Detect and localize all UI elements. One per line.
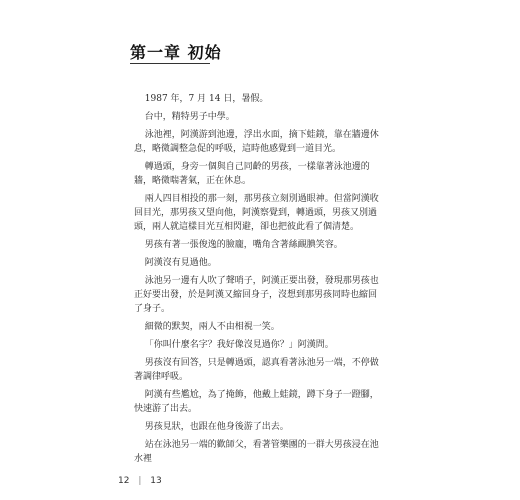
paragraph: 台中，精特男子中學。: [144, 112, 235, 122]
paragraph: 泳池另一邊有人吹了聲哨子，阿漢正要出發，發現那男孩也正好要出發，於是阿漢又縮回身子，沒想到那男孩同時也縮回了身子。: [134, 276, 379, 314]
body-text: [134, 92, 384, 470]
page-number-right: 13: [150, 476, 162, 486]
paragraph: 男孩沒有回答，只是轉過頭，認真看著泳池另一端，不停做著調律呼吸。: [134, 358, 379, 382]
paragraph: 兩人四目相投的那一刻，那男孩立刻別過眼神。但當阿漢收回目光，那男孩又望向他，阿漢察覺到，轉過頭，男孩又別過頭，兩人就這樣目光互相閃避，卻也把彼此看了個清楚。: [134, 194, 379, 232]
paragraph: 細微的默契，兩人不由相視一笑。: [144, 322, 280, 332]
paragraph: 男孩見狀，也跟在他身後游了出去。: [144, 422, 289, 432]
chapter-title: 第一章 初始: [130, 43, 222, 62]
paragraph: 轉過頭，身旁一個與自己同齡的男孩，一樣靠著泳池邊的牆，略微喘著氣，正在休息。: [134, 162, 370, 186]
paragraph: 1987 年，7 月 14 日，暑假。: [144, 94, 269, 104]
page-number-separator: |: [138, 476, 142, 486]
paragraph: 泳池裡，阿漢游到池邊，浮出水面，摘下蛙鏡，靠在牆邊休息，略微調整急促的呼吸，這時他感覺到一道目光。: [134, 130, 379, 154]
paragraph: 阿漢有些尷尬，為了掩飾，他戴上蛙鏡，蹲下身子一蹬腳，快速游了出去。: [134, 390, 379, 414]
paragraph: 「你叫什麼名字？我好像沒見過你？」阿漢問。: [144, 340, 334, 350]
title-underline: [130, 63, 210, 64]
page-numbers: [118, 476, 162, 486]
paragraph: 阿漢沒有見過他。: [144, 258, 217, 268]
page-number-left: 12: [118, 476, 130, 486]
paragraph: 站在泳池另一端的歡師父，看著管樂團的一群大男孩浸在池水裡: [134, 440, 379, 464]
paragraph: 男孩有著一張俊逸的臉龐，嘴角含著絲靦腆笑容。: [144, 240, 343, 250]
